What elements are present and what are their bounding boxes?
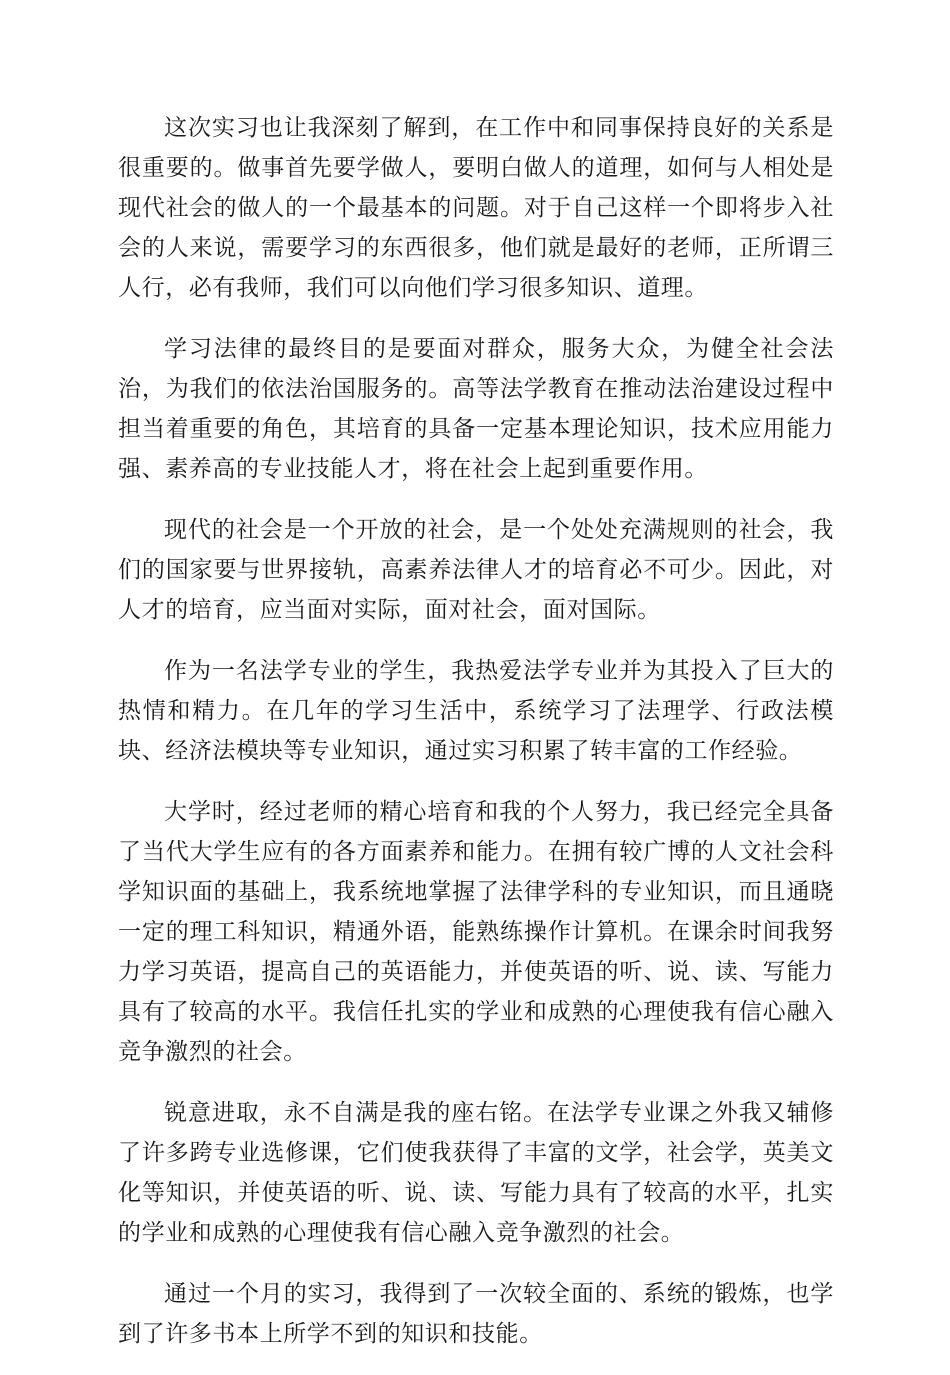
paragraph: 锐意进取，永不自满是我的座右铭。在法学专业课之外我又辅修了许多跨专业选修课，它们使我获得了丰富的文学，社会学，英美文化等知识，并使英语的听、说、读、写能力具有了较高的水平，扎实的学业和成熟的心理使我有信心融入竞争激烈的社会。 — [118, 1100, 834, 1246]
paragraph: 学习法律的最终目的是要面对群众，服务大众，为健全社会法治，为我们的依法治国服务的。高等法学教育在推动法治建设过程中担当着重要的角色，其培育的具备一定基本理论知识，技术应用能力强、素养高的专业技能人才，将在社会上起到重要作用。 — [118, 336, 834, 482]
document-body — [118, 108, 834, 1375]
paragraph: 现代的社会是一个开放的社会，是一个处处充满规则的社会，我们的国家要与世界接轨，高素养法律人才的培育必不可少。因此，对人才的培育，应当面对实际，面对社会，面对国际。 — [118, 517, 834, 623]
paragraph: 作为一名法学专业的学生，我热爱法学专业并为其投入了巨大的热情和精力。在几年的学习生活中，系统学习了法理学、行政法模块、经济法模块等专业知识，通过实习积累了转丰富的工作经验。 — [118, 658, 834, 764]
paragraph: 大学时，经过老师的精心培育和我的个人努力，我已经完全具备了当代大学生应有的各方面素养和能力。在拥有较广博的人文社会科学知识面的基础上，我系统地掌握了法律学科的专业知识，而且通晓一定的理工科知识，精通外语，能熟练操作计算机。在课余时间我努力学习英语，提高自己的英语能力，并使英语的听、说、读、写能力具有了较高的水平。我信任扎实的学业和成熟的心理使我有信心融入竞争激烈的社会。 — [118, 799, 834, 1065]
paragraph: 通过一个月的实习，我得到了一次较全面的、系统的锻炼，也学到了许多书本上所学不到的知识和技能。 — [118, 1281, 834, 1347]
paragraph: 这次实习也让我深刻了解到，在工作中和同事保持良好的关系是很重要的。做事首先要学做人，要明白做人的道理，如何与人相处是现代社会的做人的一个最基本的问题。对于自己这样一个即将步入社会的人来说，需要学习的东西很多，他们就是最好的老师，正所谓三人行，必有我师，我们可以向他们学习很多知识、道理。 — [118, 115, 834, 301]
